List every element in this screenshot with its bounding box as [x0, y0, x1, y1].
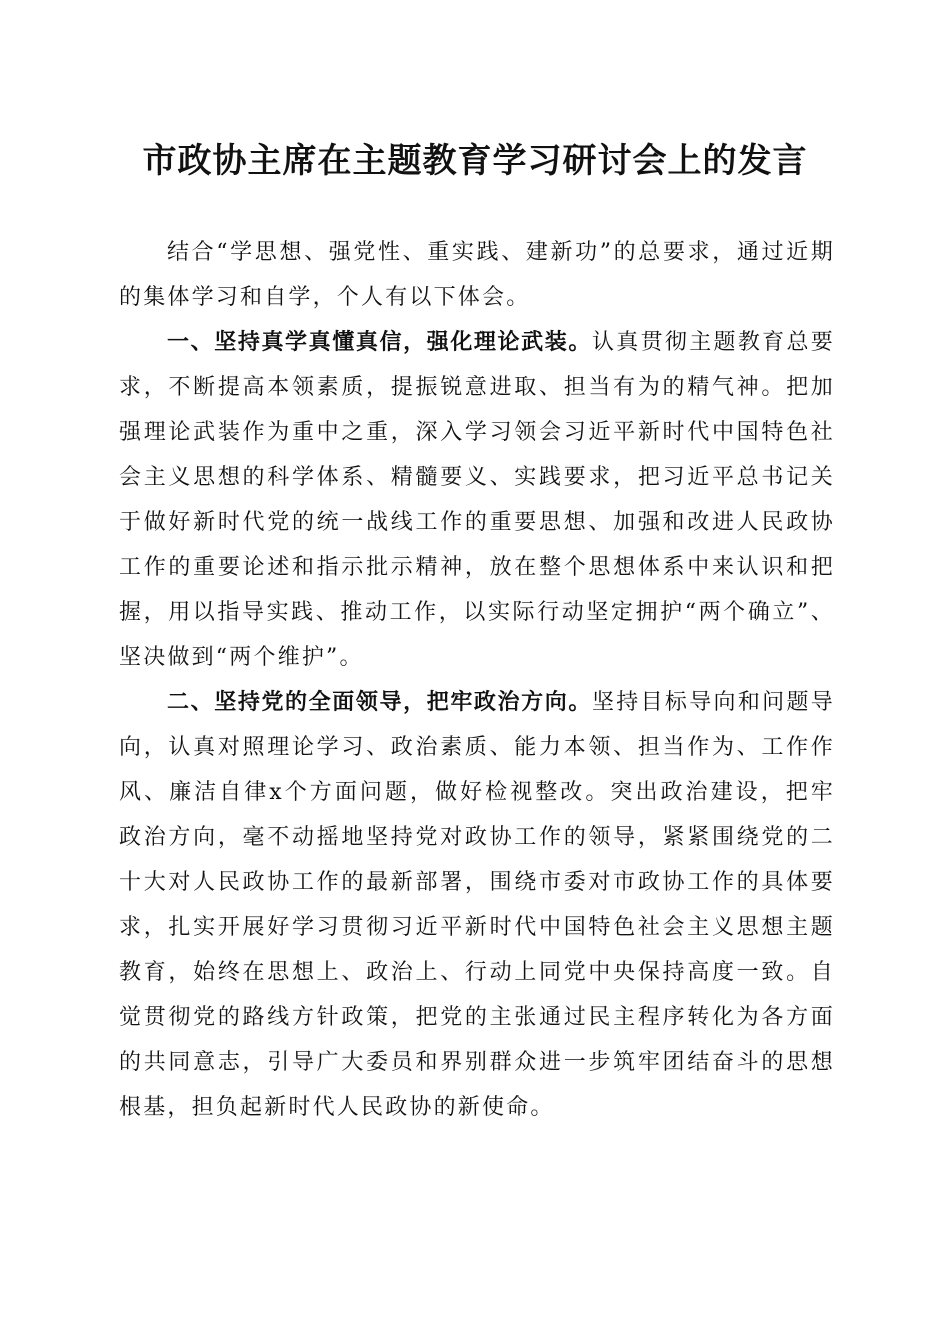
- section-paragraph-1: [119, 320, 835, 680]
- document-body: [119, 230, 835, 1130]
- section-text-1: 认真贯彻主题教育总要求，不断提高本领素质，提振锐意进取、担当有为的精气神。把加强理论武装作为重中之重，深入学习领会习近平新时代中国特色社会主义思想的科学体系、精髓要义、实践要求，把习近平总书记关于做好新时代党的统一战线工作的重要思想、加强和改进人民政协工作的重要论述和指示批示精神，放在整个思想体系中来认识和把握，用以指导实践、推动工作，以实际行动坚定拥护“两个确立”、坚决做到“两个维护”。: [119, 330, 835, 670]
- section-heading-2: 二、坚持党的全面领导，把牢政治方向。: [167, 690, 592, 715]
- document-title: 市政协主席在主题教育学习研讨会上的发言: [142, 141, 808, 181]
- section-heading-1: 一、坚持真学真懂真信，强化理论武装。: [167, 330, 592, 355]
- section-text-2: 坚持目标导向和问题导向，认真对照理论学习、政治素质、能力本领、担当作为、工作作风、廉洁自律x个方面问题，做好检视整改。突出政治建设，把牢政治方向，毫不动摇地坚持党对政协工作的领导，紧紧围绕党的二十大对人民政协工作的最新部署，围绕市委对市政协工作的具体要求，扎实开展好学习贯彻习近平新时代中国特色社会主义思想主题教育，始终在思想上、政治上、行动上同党中央保持高度一致。自觉贯彻党的路线方针政策，把党的主张通过民主程序转化为各方面的共同意志，引导广大委员和界别群众进一步筑牢团结奋斗的思想根基，担负起新时代人民政协的新使命。: [119, 690, 835, 1120]
- intro-paragraph: 结合“学思想、强党性、重实践、建新功”的总要求，通过近期的集体学习和自学，个人有以下体会。: [119, 240, 835, 310]
- section-paragraph-2: [119, 680, 835, 1130]
